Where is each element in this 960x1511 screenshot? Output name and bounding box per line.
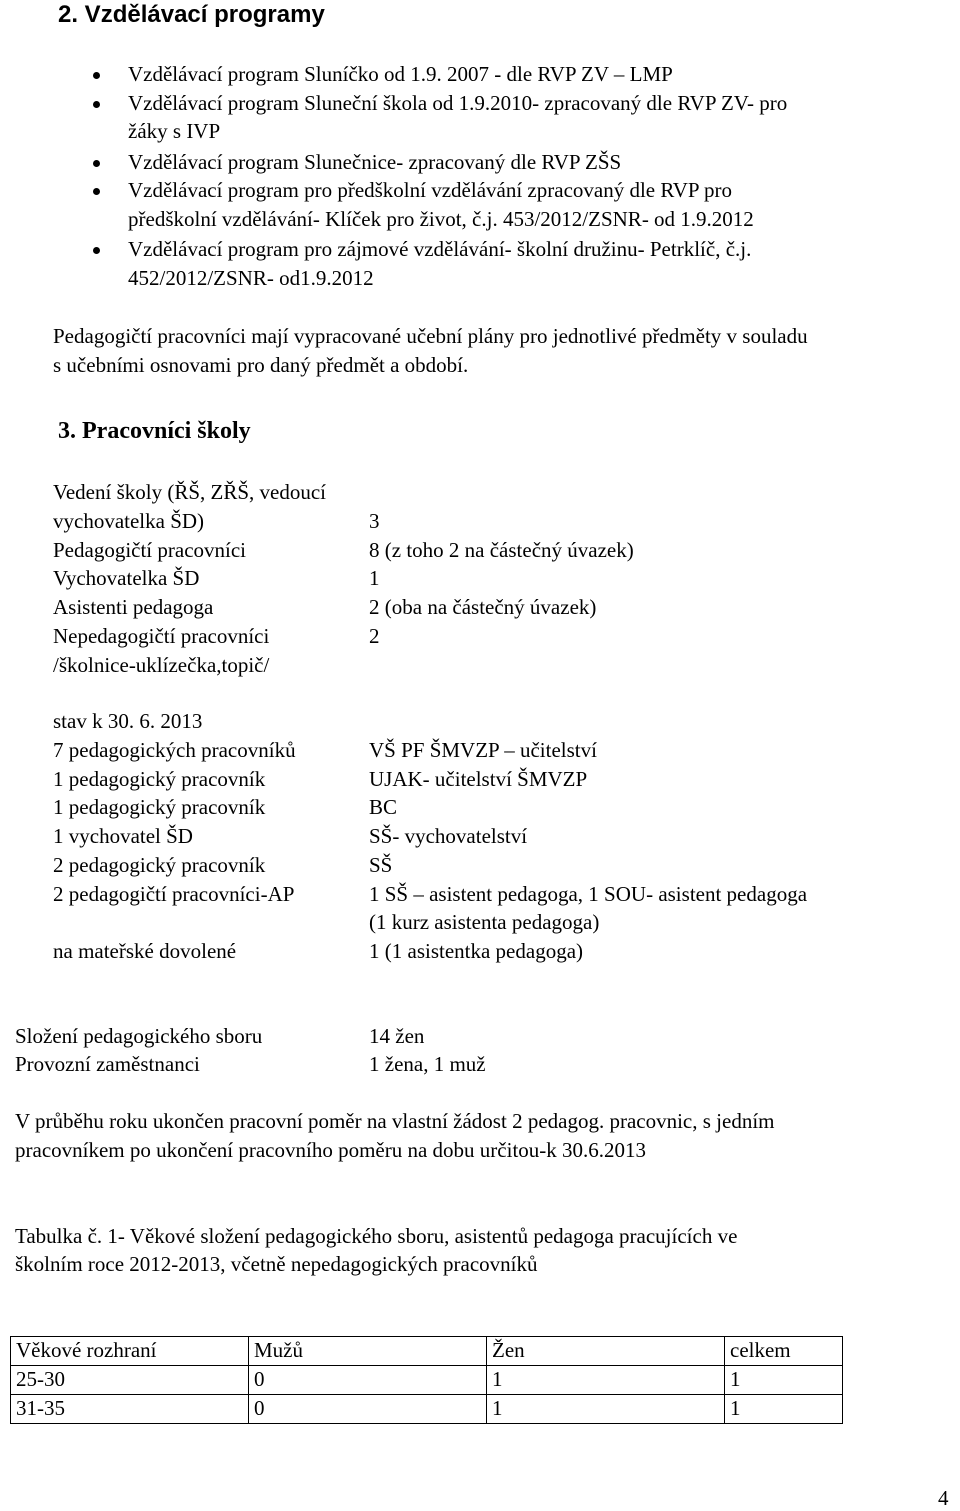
bullet-icon — [93, 101, 100, 108]
table-header-row — [11, 1337, 843, 1366]
bullet-icon — [93, 72, 100, 79]
qualification-value: 1 (1 asistentka pedagoga) — [369, 939, 584, 963]
table-cell: 1 — [487, 1366, 725, 1395]
paragraph-line: Pedagogičtí pracovníci mají vypracované učební plány pro jednotlivé předměty v souladu — [53, 324, 808, 348]
list-item: Vzdělávací program pro zájmové vzdělávání- školní družinu- Petrklíč, č.j. — [128, 237, 752, 261]
composition-value: 1 žena, 1 muž — [369, 1052, 486, 1076]
list-item-continuation: 452/2012/ZSNR- od1.9.2012 — [128, 266, 374, 290]
table-cell: 1 — [487, 1395, 725, 1424]
table-header-cell: Žen — [487, 1337, 725, 1366]
list-item-continuation: předškolní vzdělávání- Klíček pro život, č.j. 453/2012/ZSNR- od 1.9.2012 — [128, 207, 754, 231]
staff-value: 3 — [369, 509, 380, 533]
page-number: 4 — [938, 1486, 949, 1510]
age-table — [10, 1336, 843, 1424]
qualification-label: 2 pedagogický pracovník — [53, 853, 266, 877]
qualification-value: VŠ PF ŠMVZP – učitelství — [369, 738, 597, 762]
staff-value: 8 (z toho 2 na částečný úvazek) — [369, 538, 634, 562]
staff-label: Vedení školy (ŘŠ, ZŘŠ, vedoucí — [53, 480, 326, 504]
qualification-label: 2 pedagogičtí pracovníci-AP — [53, 882, 295, 906]
list-item: Vzdělávací program Sluníčko od 1.9. 2007 - dle RVP ZV – LMP — [128, 62, 673, 86]
qualification-value: UJAK- učitelství ŠMVZP — [369, 767, 588, 791]
staff-label: Pedagogičtí pracovníci — [53, 538, 247, 562]
table-caption: školním roce 2012-2013, včetně nepedagogických pracovníků — [15, 1252, 538, 1276]
qualification-value: BC — [369, 795, 398, 819]
qualification-label: 1 pedagogický pracovník — [53, 795, 266, 819]
qualification-value: 1 SŠ – asistent pedagoga, 1 SOU- asistent pedagoga — [369, 882, 808, 906]
table-header-cell: celkem — [725, 1337, 843, 1366]
table-header-cell: Mužů — [249, 1337, 487, 1366]
qualification-value: SŠ- vychovatelství — [369, 824, 528, 848]
staff-label: Vychovatelka ŠD — [53, 566, 200, 590]
list-item: Vzdělávací program Slunečnice- zpracovaný dle RVP ZŠS — [128, 150, 622, 174]
staff-value: 2 — [369, 624, 380, 648]
table-cell: 0 — [249, 1366, 487, 1395]
table-row — [11, 1366, 843, 1395]
staff-value: 2 (oba na částečný úvazek) — [369, 595, 597, 619]
section-heading: 3. Pracovníci školy — [58, 418, 251, 444]
staff-label: vychovatelka ŠD) — [53, 509, 205, 533]
bullet-icon — [93, 247, 100, 254]
qualification-value: (1 kurz asistenta pedagoga) — [369, 910, 600, 934]
staff-label: /školnice-uklízečka,topič/ — [53, 653, 270, 677]
qualification-label: na mateřské dovolené — [53, 939, 237, 963]
table-header-cell: Věkové rozhraní — [11, 1337, 249, 1366]
list-item: Vzdělávací program pro předškolní vzdělávání zpracovaný dle RVP pro — [128, 178, 732, 202]
section-heading: 2. Vzdělávací programy — [58, 1, 325, 28]
qualification-label: 7 pedagogických pracovníků — [53, 738, 296, 762]
composition-label: Složení pedagogického sboru — [15, 1024, 263, 1048]
qualification-label: 1 pedagogický pracovník — [53, 767, 266, 791]
staff-label: Nepedagogičtí pracovníci — [53, 624, 270, 648]
qualification-label: 1 vychovatel ŠD — [53, 824, 193, 848]
composition-label: Provozní zaměstnanci — [15, 1052, 200, 1076]
table-cell: 1 — [725, 1395, 843, 1424]
list-item: Vzdělávací program Sluneční škola od 1.9.2010- zpracovaný dle RVP ZV- pro — [128, 91, 788, 115]
composition-value: 14 žen — [369, 1024, 425, 1048]
paragraph-line: s učebními osnovami pro daný předmět a období. — [53, 353, 469, 377]
staff-value: 1 — [369, 566, 380, 590]
table-row — [11, 1395, 843, 1424]
list-item-continuation: žáky s IVP — [128, 119, 221, 143]
state-date: stav k 30. 6. 2013 — [53, 709, 203, 733]
staff-label: Asistenti pedagoga — [53, 595, 214, 619]
bullet-icon — [93, 160, 100, 167]
note-line: pracovníkem po ukončení pracovního poměru na dobu určitou-k 30.6.2013 — [15, 1138, 647, 1162]
bullet-icon — [93, 188, 100, 195]
table-cell: 31-35 — [11, 1395, 249, 1424]
table-cell: 1 — [725, 1366, 843, 1395]
table-cell: 0 — [249, 1395, 487, 1424]
qualification-value: SŠ — [369, 853, 393, 877]
note-line: V průběhu roku ukončen pracovní poměr na vlastní žádost 2 pedagog. pracovnic, s jedním — [15, 1109, 775, 1133]
table-cell: 25-30 — [11, 1366, 249, 1395]
table-caption: Tabulka č. 1- Věkové složení pedagogického sboru, asistentů pedagoga pracujících ve — [15, 1224, 738, 1248]
